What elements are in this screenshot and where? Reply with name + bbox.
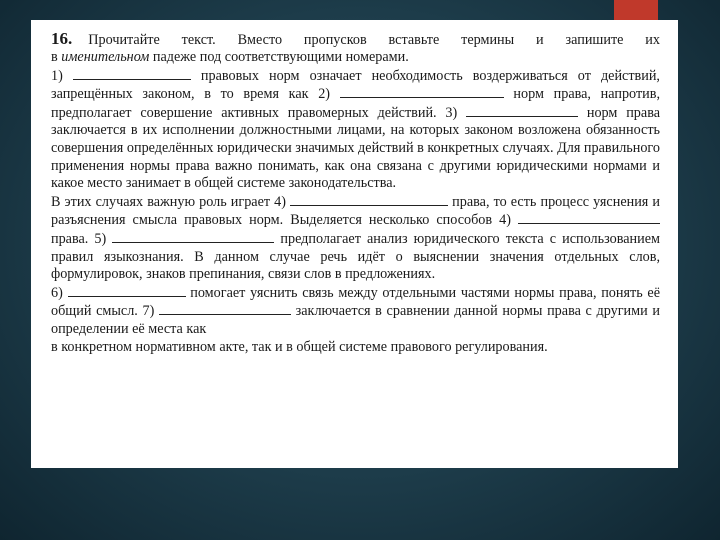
p1-num: 1) [51,67,73,84]
p3-text-1: 6) [51,284,68,301]
p2-text-2: права, то есть процесс уяснения и разъяснения смысла правовых норм. Выделяется несколько способов 4) [51,193,661,229]
instruction-emphasis: именительном [61,49,150,65]
blank-4b [518,211,660,224]
p3-text-2: помогает уяснить связь между отдельными частями нормы права, понять её общий смысл. 7) [51,284,660,320]
p1-text-2: норм права, напротив, предполагает совершение активных правомерных действий. 3) [51,86,660,121]
p2-text-1: В этих случаях важную роль играет 4) [51,193,291,210]
accent-bar [614,0,658,22]
instruction-post: падеже под соответствующими номерами. [149,49,409,65]
blank-6 [68,284,186,297]
paragraph-4 [51,339,660,357]
p2-text-4: предполагает анализ юридического текста с использованием правил языкознания. В данном случае речь идёт о выяснении значения отдельных слов, формулировок, знаков препинания, связи слов в предложениях. [51,230,660,283]
blank-2 [340,85,504,98]
blank-3 [466,104,578,117]
p1-text-1: правовых норм означает необходимость воздерживаться от действий, запрещённых законом, в то время как 2) [51,67,660,103]
blank-1 [73,67,191,80]
p1-text-3: норм права заключается в их исполнении должностными лицами, на которых законом возложена обязанность совершения определённых юридически значимых действий в конкретных случаях. Для правильного применения нормы права важно понимать, как она связана с другими юридическими нормами и какое место занимает в общей системе законодательства. [51,104,661,192]
task-heading [51,30,660,49]
p3-text-3: заключается в сравнении данной нормы права с другими и определении её места как [51,303,660,337]
p4-text-1: в конкретном нормативном акте, так и в общей системе правового регулирования. [51,338,548,355]
instruction-pre: в [51,49,62,65]
paragraph-3 [51,284,660,339]
blank-4a [290,193,448,206]
paragraph-1 [51,67,660,193]
task-instruction-line1: Прочитайте текст. Вместо пропусков вставьте термины и запишите их [88,32,660,48]
blank-5 [112,230,274,243]
document-sheet [31,20,678,468]
p2-text-3: права. 5) [51,230,113,247]
task-instruction-line2 [51,49,660,67]
task-number: 16. [51,29,73,48]
blank-7 [159,302,291,315]
paragraph-2 [51,193,660,284]
